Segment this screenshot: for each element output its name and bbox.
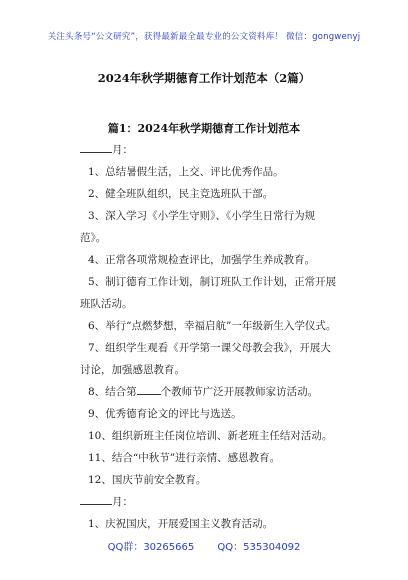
list-item-continuation: 范》。 [80, 232, 107, 244]
number-blank [137, 383, 161, 395]
list-item: 1、总结暑假生活，上交、评比优秀作品。 [88, 166, 284, 178]
list-item-continuation: 讨论，加强感恩教育。 [80, 364, 185, 376]
list-item: 11、结合“中秋节”进行亲情、感恩教育。 [88, 452, 281, 464]
list-item: 1、庆祝国庆，开展爱国主义教育活动。 [88, 518, 274, 530]
qq-text: QQ：535304092 [217, 542, 301, 553]
list-item: 12、国庆节前安全教育。 [88, 474, 207, 486]
month-heading-a: 月： [80, 139, 330, 161]
section-title: 篇1：2024年秋学期德育工作计划范本 [107, 122, 301, 135]
qq-group-text: QQ群：30265665 [107, 542, 195, 553]
list-item: 8、结合第 个教师节广泛开展教师家访活动。 [80, 381, 330, 403]
month-blank [80, 141, 112, 153]
footer-contact [0, 538, 408, 553]
list-item: 9、优秀德育论文的评比与选送。 [88, 408, 242, 420]
list-item: 5、制订德育工作计划，制订班队工作计划，正常开展 [88, 276, 337, 288]
header-banner: 关注头条号“公文研究”，获得最新最全最专业的公文资料库！ 微信：gongwenyj [47, 32, 361, 42]
list-item-continuation: 班队活动。 [80, 298, 133, 310]
month-heading-b: 月： [80, 491, 330, 513]
document-body [80, 139, 337, 535]
list-item: 3、深入学习《小学生守则》、《小学生日常行为规 [88, 210, 316, 222]
list-item: 2、健全班队组织，民主竞选班队干部。 [88, 188, 274, 200]
list-item: 7、组织学生观看《开学第一课父母教会我》，开展大 [88, 342, 331, 354]
list-item: 6、举行“点燃梦想，幸福启航”一年级新生入学仪式。 [88, 320, 337, 332]
list-item: 10、组织新班主任岗位培训、新老班主任结对活动。 [88, 430, 333, 442]
month-blank [80, 493, 112, 505]
document-title: 2024年秋学期德育工作计划范本（2篇） [97, 71, 311, 85]
list-item: 4、正常各项常规检查评比，加强学生养成教育。 [88, 254, 316, 266]
